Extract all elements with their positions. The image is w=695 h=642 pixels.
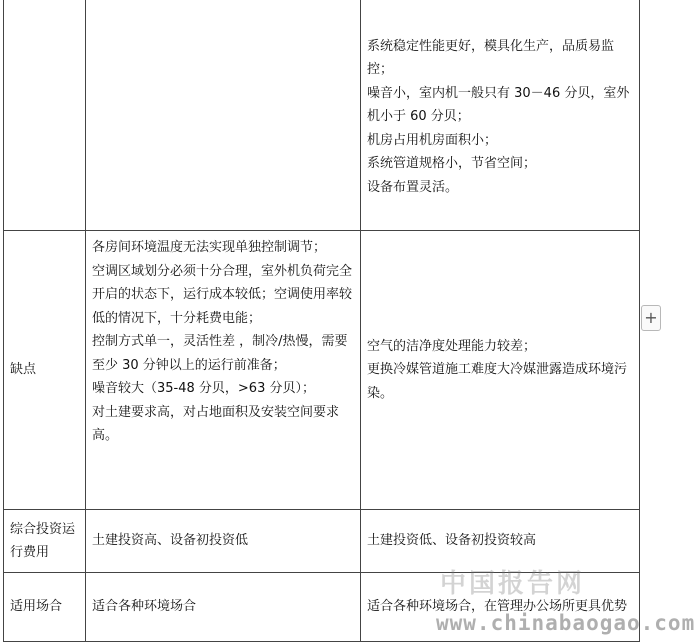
table-row	[4, 231, 640, 510]
watermark-url: www.chinabaogao.com	[436, 611, 695, 635]
add-row-button[interactable]: +	[641, 305, 661, 331]
advantages-cell	[361, 0, 640, 231]
applicable-col2-cell: 适合各种环境场合	[86, 573, 361, 642]
watermark-cn: 中国报告网	[440, 569, 586, 599]
advantage-item: 系统稳定性能更好，模具化生产，品质易监控；	[367, 38, 615, 78]
investment-col3-cell: 土建投资低、设备初投资较高	[361, 510, 640, 573]
row-label-cell: 适用场合	[4, 573, 86, 642]
disadvantages-col2-cell	[86, 231, 361, 510]
comparison-table	[3, 0, 640, 642]
row-label-cell: 缺点	[4, 231, 86, 510]
investment-col2-cell: 土建投资高、设备初投资低	[86, 510, 361, 573]
advantage-item: 机房占用机房面积小；	[367, 132, 498, 148]
table-row	[4, 0, 640, 231]
disadvantages-col3-cell	[361, 231, 640, 510]
row-label-cell: 综合投资运行费用	[4, 510, 86, 573]
disadvantage-item: 控制方式单一，灵活性差 ，制冷/热慢，需要至少 30 分钟以上的运行前准备；	[92, 334, 348, 373]
advantage-item: 噪音小，室内机一般只有 30－46 分贝，室外机小于 60 分贝；	[367, 85, 630, 125]
disadvantage-item: 噪音较大（35-48 分贝，>63 分贝）；	[92, 381, 315, 396]
disadvantage-item: 空气的洁净度处理能力较差；	[367, 338, 537, 354]
advantage-item: 设备布置灵活。	[367, 179, 459, 195]
cell-col2	[86, 0, 361, 231]
disadvantage-item: 空调区域划分必须十分合理，室外机负荷完全开启的状态下，运行成本较低；空调使用率较低的情况下，十分耗费电能；	[92, 263, 353, 326]
disadvantage-item: 各房间环境温度无法实现单独控制调节；	[92, 240, 327, 255]
row-label-cell	[4, 0, 86, 231]
advantage-item: 系统管道规格小，节省空间；	[367, 156, 537, 172]
disadvantage-item: 对土建要求高，对占地面积及安装空间要求高。	[92, 404, 340, 443]
applicable-col3-cell: 适合各种环境场合，在管理办公场所更具优势	[361, 573, 640, 642]
disadvantage-item: 更换冷媒管道施工难度大冷媒泄露造成环境污染。	[367, 362, 628, 401]
